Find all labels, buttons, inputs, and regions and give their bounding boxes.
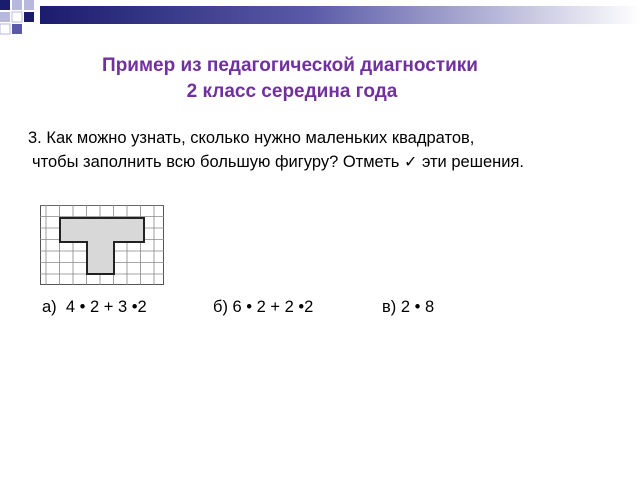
question-text-before: чтобы заполнить всю большую фигуру? Отметь — [32, 153, 400, 171]
question-text-after: эти решения. — [421, 153, 524, 171]
answer-label: в) — [382, 298, 397, 316]
answer-label: а) — [42, 298, 57, 316]
question-line-1: 3. Как можно узнать, сколько нужно маленьких квадратов, — [28, 129, 475, 147]
answer-label: б) — [213, 298, 228, 316]
answer-option-a — [42, 298, 147, 317]
answer-option-c — [382, 298, 434, 317]
slide-title: Пример из педагогической диагностики — [102, 55, 478, 76]
decorative-header-band — [0, 0, 640, 40]
answer-expression: 6 • 2 + 2 •2 — [232, 298, 314, 316]
answer-expression: 2 • 8 — [400, 298, 435, 316]
grid-figure — [40, 205, 164, 285]
question-line-2 — [32, 150, 524, 175]
checkmark-icon: ✓ — [403, 154, 418, 171]
answer-expression: 4 • 2 + 3 •2 — [65, 298, 147, 316]
slide-subtitle: 2 класс середина года — [186, 81, 398, 102]
answer-option-b — [213, 298, 313, 317]
